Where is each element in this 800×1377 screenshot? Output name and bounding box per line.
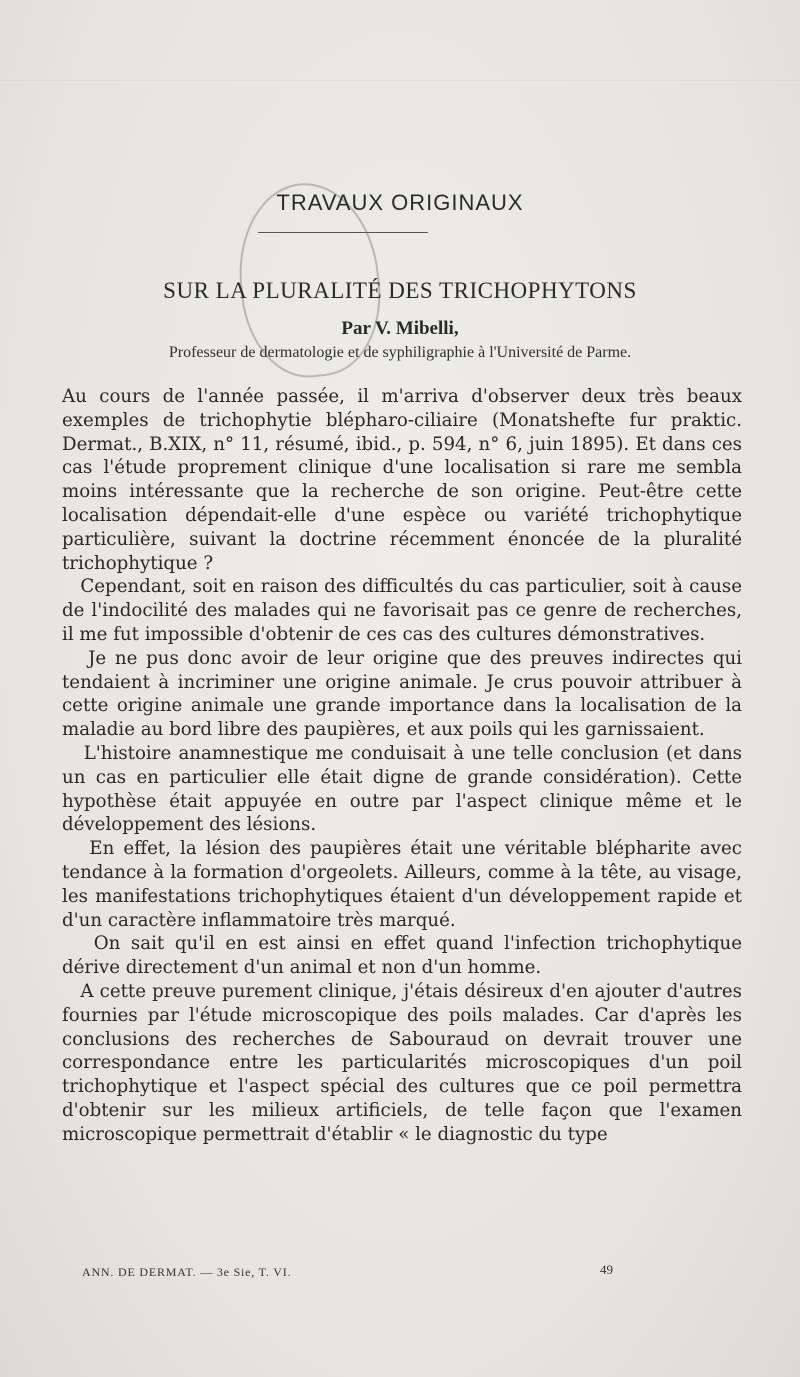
author-affiliation: Professeur de dermatologie et de syphiligraphie à l'Université de Parme. bbox=[168, 344, 632, 361]
article-body bbox=[62, 385, 742, 1147]
paragraph: A cette preuve purement clinique, j'étais désireux d'en ajouter d'autres fournies par l'étude microscopique des poils malades. Car d'après les conclusions des recherches de Sabouraud on devrait trouver une correspondance entre les particularités microscopiques d'un poil trichophytique et l'aspect spécial des cultures que ce poil permettra d'obtenir sur les milieux artificiels, de telle façon que l'examen microscopique permettrait d'établir « le diagnostic du type bbox=[62, 980, 742, 1145]
section-title: TRAVAUX ORIGINAUX bbox=[276, 190, 524, 215]
paragraph: Au cours de l'année passée, il m'arriva d'observer deux très beaux exemples de trichophytie blépharo-ciliaire (Monatshefte fur praktic. Dermat., B.XIX, n° 11, résumé, ibid., p. 594, n° 6, juin 1895). Et dans ces cas l'étude proprement clinique d'une localisation si rare me sembla moins intéressante que la recherche de son origine. Peut-être cette localisation dépendait-elle d'une espèce ou variété trichophytique particulière, suivant la doctrine récemment énoncée de la pluralité trichophytique ? bbox=[62, 386, 742, 574]
running-footer: ANN. DE DERMAT. — 3e Sie, T. VI. bbox=[82, 1265, 292, 1279]
page-fold bbox=[0, 80, 800, 81]
paragraph: Cependant, soit en raison des difficultés du cas particulier, soit à cause de l'indocilité des malades qui ne favorisait pas ce genre de recherches, il me fut impossible d'obtenir de ces cas des cultures démonstratives. bbox=[62, 576, 742, 645]
paragraph: Je ne pus donc avoir de leur origine que des preuves indirectes qui tendaient à incriminer une origine animale. Je crus pouvoir attribuer à cette origine animale une grande importance dans la localisation de la maladie au bord libre des paupières, et aux poils qui les garnissaient. bbox=[62, 647, 742, 741]
paragraph: On sait qu'il en est ainsi en effet quand l'infection trichophytique dérive directement d'un animal et non d'un homme. bbox=[62, 933, 742, 979]
article-title: SUR LA PLURALITÉ DES TRICHOPHYTONS bbox=[163, 278, 637, 303]
paragraph: En effet, la lésion des paupières était une véritable blépharite avec tendance à la formation d'orgeolets. Ailleurs, comme à la tête, au visage, les manifestations trichophytiques étaient d'un développement rapide et d'un caractère inflammatoire très marqué. bbox=[62, 838, 742, 931]
section-rule bbox=[258, 232, 428, 233]
paragraph: L'histoire anamnestique me conduisait à une telle conclusion (et dans un cas en particulier elle était digne de grande considération). Cette hypothèse était appuyée en outre par l'aspect clinique même et le développement des lésions. bbox=[62, 742, 742, 836]
page-number: 49 bbox=[600, 1262, 613, 1277]
author-line: Par V. Mibelli, bbox=[341, 318, 459, 339]
